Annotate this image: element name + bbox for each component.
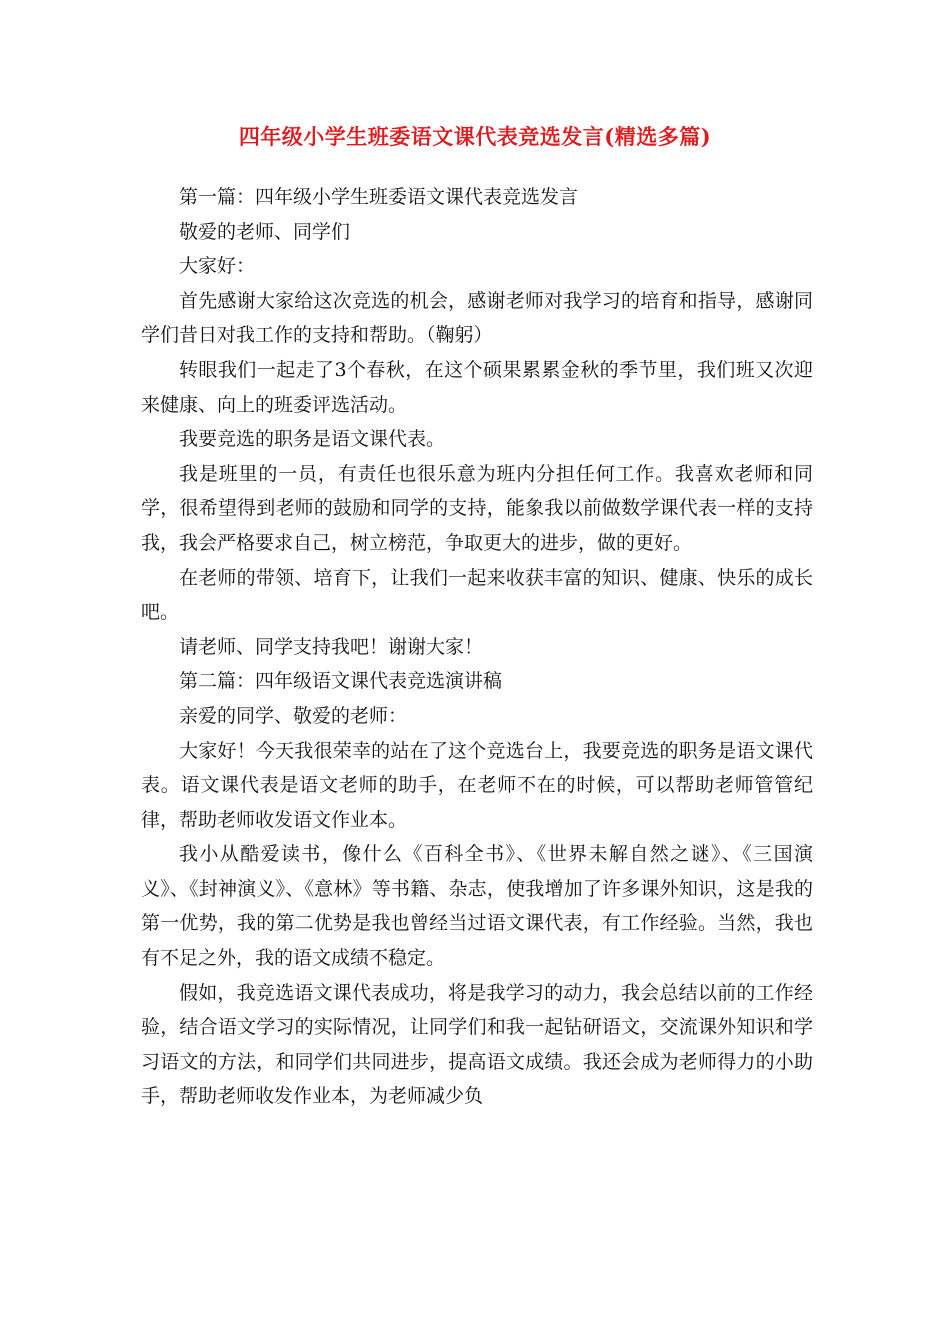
paragraph: 亲爱的同学、敬爱的老师：: [179, 704, 408, 727]
paragraph: 我是班里的一员，有责任也很乐意为班内分担任何工作。我喜欢老师和同学，很希望得到老师的鼓励和同学的支持，能象我以前做数学课代表一样的支持我，我会严格要求自己，树立榜范，争取更大的进步，做的更好。: [141, 462, 813, 554]
paragraph: 大家好！今天我很荣幸的站在了这个竞选台上，我要竞选的职务是语文课代表。语文课代表是语文老师的助手，在老师不在的时候，可以帮助老师管管纪律，帮助老师收发语文作业本。: [141, 739, 813, 831]
paragraph: 首先感谢大家给这次竞选的机会，感谢老师对我学习的培育和指导，感谢同学们昔日对我工作的支持和帮助。（鞠躬）: [141, 289, 813, 347]
paragraph: 第一篇：四年级小学生班委语文课代表竞选发言: [179, 186, 579, 208]
paragraph: 转眼我们一起走了3个春秋，在这个硕果累累金秋的季节里，我们班又次迎来健康、向上的班委评选活动。: [141, 358, 813, 416]
paragraph: 大家好：: [179, 255, 256, 278]
paragraph: 我要竞选的职务是语文课代表。: [179, 428, 446, 451]
paragraph: 在老师的带领、培育下，让我们一起来收获丰富的知识、健康、快乐的成长吧。: [141, 566, 813, 624]
paragraph: 假如，我竞选语文课代表成功，将是我学习的动力，我会总结以前的工作经验，结合语文学习的实际情况，让同学们和我一起钻研语文，交流课外知识和学习语文的方法，和同学们共同进步，提高语文成绩。我还会成为老师得力的小助手，帮助老师收发作业本，为老师减少负: [141, 981, 813, 1108]
paragraph: 第二篇：四年级语文课代表竞选演讲稿: [179, 670, 503, 693]
paragraph: 敬爱的老师、同学们: [179, 220, 351, 243]
document-body: [141, 180, 813, 1114]
paragraph: 我小从酷爱读书，像什么《百科全书》、《世界未解自然之谜》、《三国演义》、《封神演义》、《意林》等书籍、杂志，使我增加了许多课外知识，这是我的第一优势，我的第二优势是我也曾经当过语文课代表，有工作经验。当然，我也有不足之外，我的语文成绩不稳定。: [141, 843, 813, 970]
paragraph: 请老师、同学支持我吧！谢谢大家！: [179, 635, 484, 658]
document-title: 四年级小学生班委语文课代表竞选发言(精选多篇): [238, 124, 712, 149]
